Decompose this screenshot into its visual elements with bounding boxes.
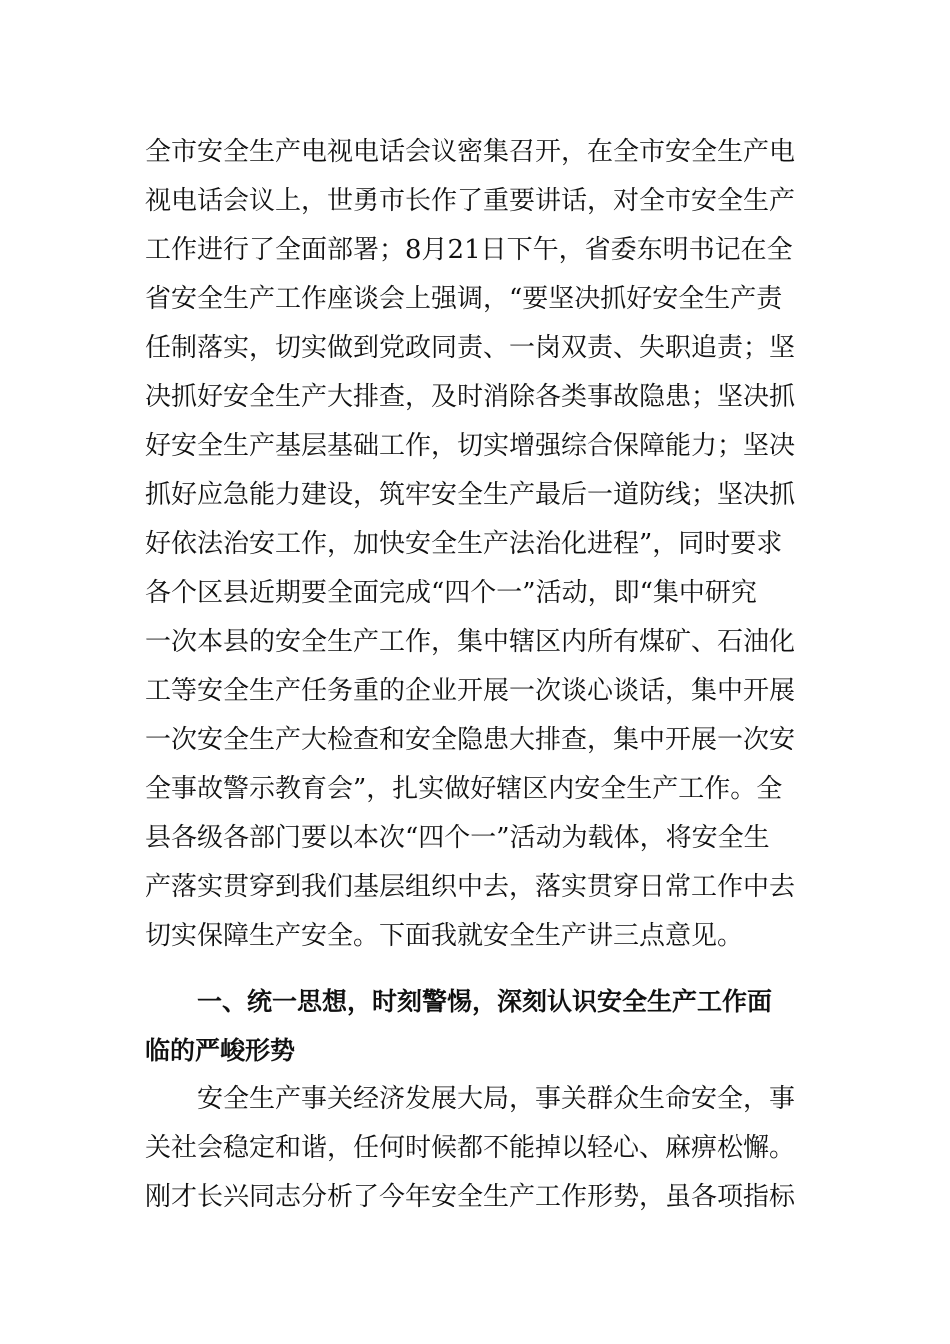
paragraph-line: 全事故警示教育会”，扎实做好辖区内安全生产工作。全 bbox=[145, 774, 783, 804]
paragraph-line: 好安全生产基层基础工作，切实增强综合保障能力；坚决 bbox=[145, 431, 796, 461]
paragraph-line: 工作进行了全面部署；8月21日下午，省委东明书记在全 bbox=[145, 235, 793, 265]
paragraph-line: 好依法治安工作，加快安全生产法治化进程”，同时要求 bbox=[145, 529, 783, 559]
paragraph-line: 县各级各部门要以本次“四个一”活动为载体，将安全生 bbox=[145, 823, 770, 853]
body-paragraph-1 bbox=[145, 128, 817, 961]
paragraph-line: 切实保障生产安全。下面我就安全生产讲三点意见。 bbox=[145, 921, 744, 951]
paragraph-line: 决抓好安全生产大排查，及时消除各类事故隐患；坚决抓 bbox=[145, 382, 796, 412]
paragraph-line: 一次安全生产大检查和安全隐患大排查，集中开展一次安 bbox=[145, 725, 796, 755]
paragraph-line: 安全生产事关经济发展大局，事关群众生命安全，事 bbox=[197, 1084, 796, 1114]
paragraph-line: 抓好应急能力建设，筑牢安全生产最后一道防线；坚决抓 bbox=[145, 480, 796, 510]
body-paragraph-2 bbox=[145, 1075, 817, 1222]
paragraph-line: 视电话会议上，世勇市长作了重要讲话，对全市安全生产 bbox=[145, 186, 796, 216]
heading-line: 临的严峻形势 bbox=[145, 1036, 296, 1065]
section-heading-1 bbox=[145, 977, 817, 1075]
heading-line: 一、统一思想，时刻警惕，深刻认识安全生产工作面 bbox=[197, 987, 773, 1016]
paragraph-line: 一次本县的安全生产工作，集中辖区内所有煤矿、石油化 bbox=[145, 627, 796, 657]
paragraph-line: 工等安全生产任务重的企业开展一次谈心谈话，集中开展 bbox=[145, 676, 796, 706]
paragraph-line: 产落实贯穿到我们基层组织中去，落实贯穿日常工作中去 bbox=[145, 872, 796, 902]
paragraph-line: 任制落实，切实做到党政同责、一岗双责、失职追责；坚 bbox=[145, 333, 796, 363]
paragraph-line: 各个区县近期要全面完成“四个一”活动，即“集中研究 bbox=[145, 578, 757, 608]
paragraph-line: 关社会稳定和谐，任何时候都不能掉以轻心、麻痹松懈。 bbox=[145, 1133, 796, 1163]
paragraph-line: 刚才长兴同志分析了今年安全生产工作形势，虽各项指标 bbox=[145, 1182, 796, 1212]
paragraph-line: 全市安全生产电视电话会议密集召开，在全市安全生产电 bbox=[145, 137, 796, 167]
paragraph-line: 省安全生产工作座谈会上强调，“要坚决抓好安全生产责 bbox=[145, 284, 783, 314]
